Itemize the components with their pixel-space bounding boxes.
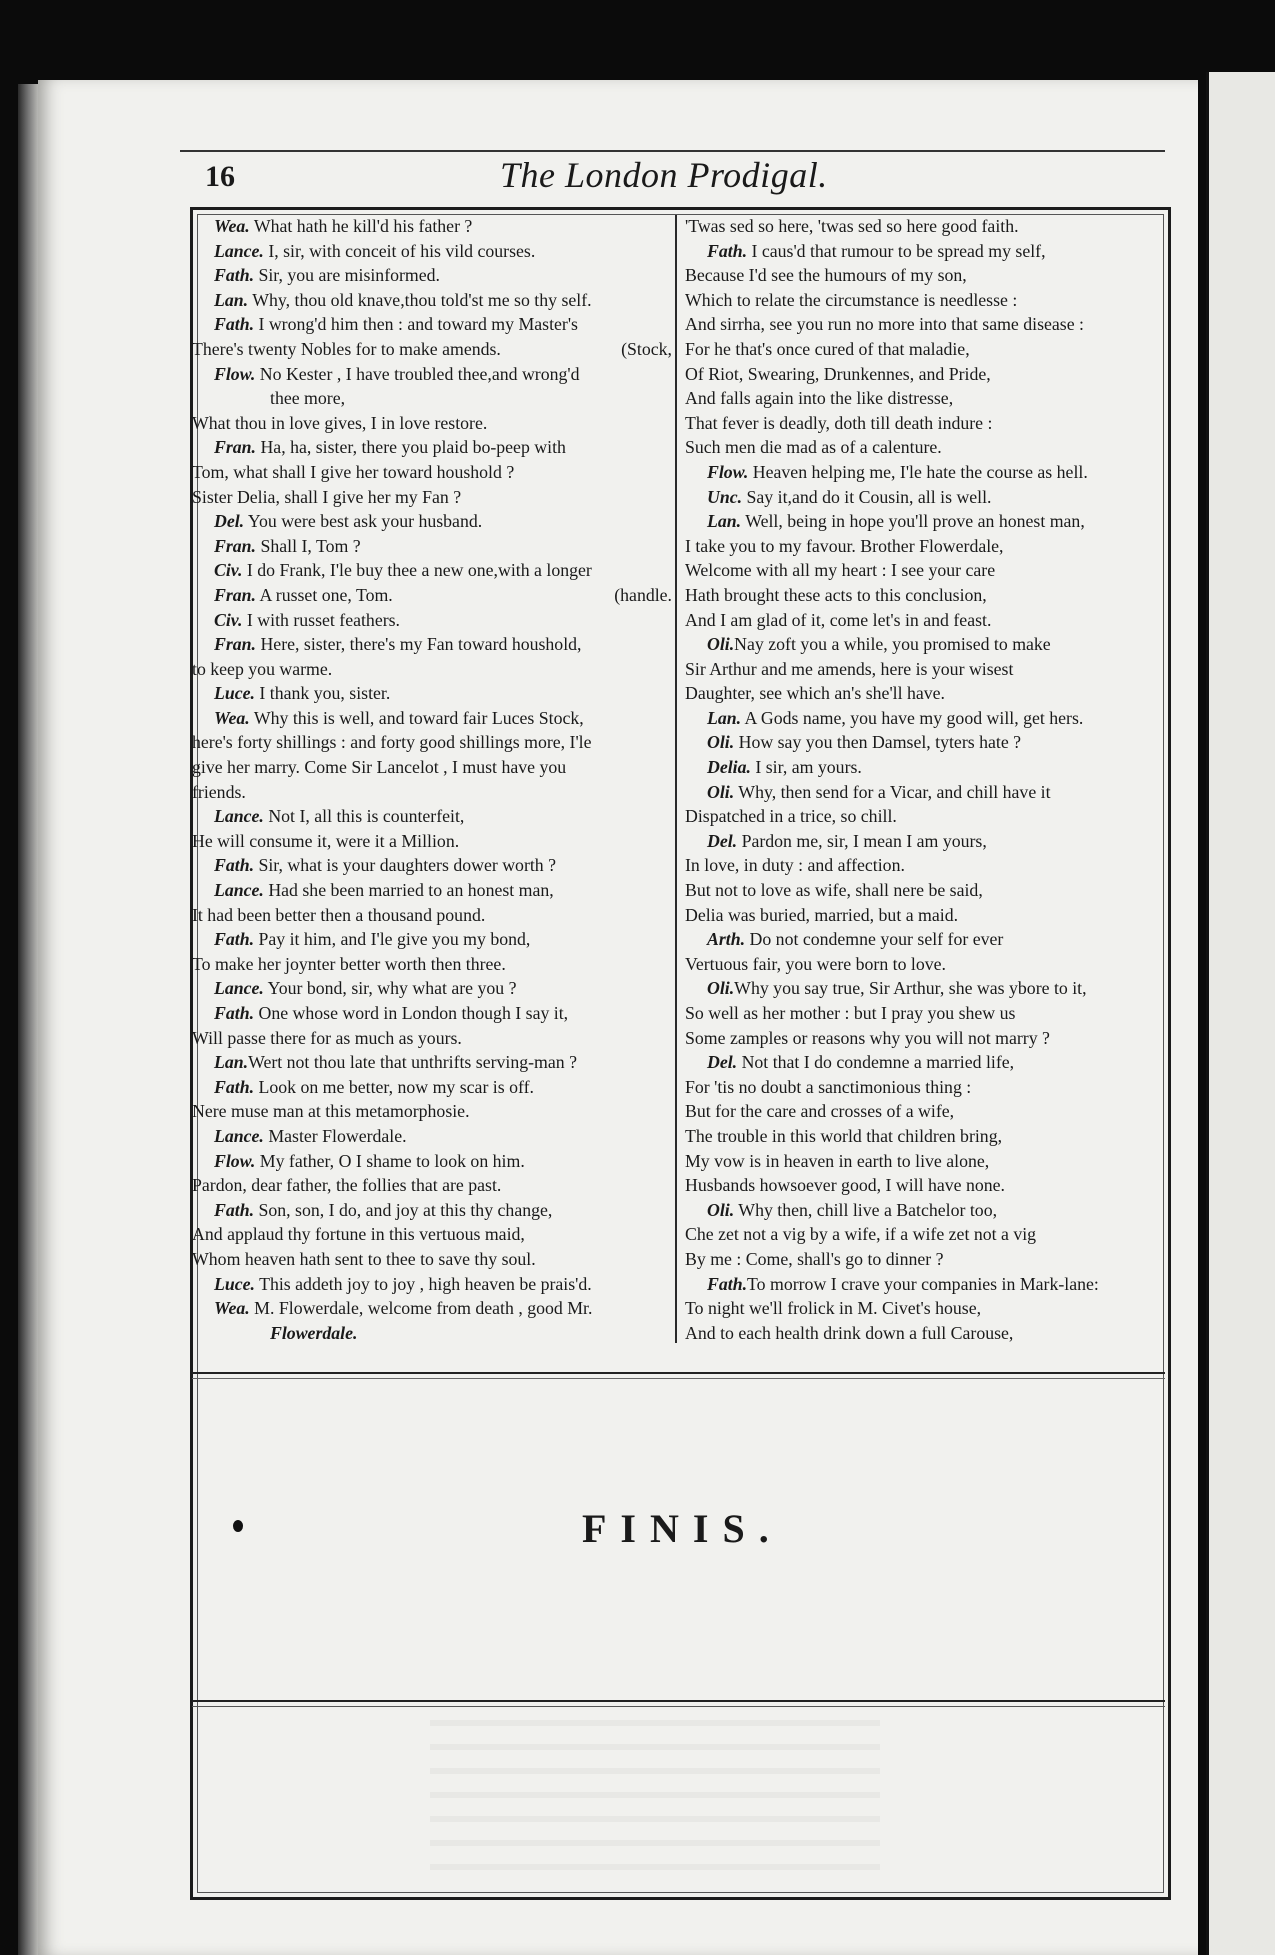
text-line bbox=[685, 730, 1167, 755]
text-line bbox=[685, 1173, 1167, 1198]
text-line bbox=[685, 780, 1167, 805]
text-line bbox=[192, 1321, 672, 1346]
line-text: A russet one, Tom. bbox=[256, 584, 393, 605]
line-text: I sir, am yours. bbox=[750, 757, 862, 778]
text-line bbox=[192, 1026, 672, 1051]
text-line bbox=[685, 927, 1167, 952]
line-text: Here, sister, there's my Fan toward houshold, bbox=[256, 634, 582, 655]
speaker-name: Flow. bbox=[214, 363, 256, 384]
text-line bbox=[685, 558, 1167, 583]
text-line bbox=[685, 1124, 1167, 1149]
speaker-name: Lance. bbox=[214, 1125, 264, 1146]
line-text: Welcome with all my heart : I see your care bbox=[685, 560, 996, 581]
text-line bbox=[685, 1222, 1167, 1247]
text-line bbox=[685, 829, 1167, 854]
text-line bbox=[192, 608, 672, 633]
text-line bbox=[192, 657, 672, 682]
line-text: It had been better then a thousand pound. bbox=[192, 904, 486, 925]
speaker-name: Arth. bbox=[707, 929, 746, 950]
speaker-name: Del. bbox=[707, 830, 738, 851]
line-text: A Gods name, you have my good will, get hers. bbox=[741, 707, 1084, 728]
text-bottom-rule-thin bbox=[192, 1378, 1165, 1379]
text-line bbox=[685, 952, 1167, 977]
text-line bbox=[192, 755, 672, 780]
text-line bbox=[192, 853, 672, 878]
speaker-name: Oli. bbox=[707, 1199, 735, 1220]
line-text: Look on me better, now my scar is off. bbox=[254, 1076, 534, 1097]
line-text: Well, being in hope you'll prove an honest man, bbox=[741, 511, 1085, 532]
line-text: Dispatched in a trice, so chill. bbox=[685, 806, 897, 827]
text-line bbox=[192, 829, 672, 854]
text-line bbox=[192, 632, 672, 657]
speaker-name: Oli. bbox=[707, 634, 735, 655]
text-line bbox=[685, 1247, 1167, 1272]
text-line bbox=[192, 1050, 672, 1075]
speaker-name: Oli. bbox=[707, 781, 735, 802]
speaker-name: Lan. bbox=[214, 289, 249, 310]
line-text: Not that I do condemne a married life, bbox=[737, 1052, 1015, 1073]
line-text: To morrow I crave your companies in Mark-lane: bbox=[747, 1273, 1099, 1294]
text-line bbox=[192, 362, 672, 387]
speaker-name: Del. bbox=[214, 511, 245, 532]
text-line bbox=[192, 1173, 672, 1198]
speaker-name: Fran. bbox=[214, 584, 257, 605]
line-text: Pardon, dear father, the follies that are past. bbox=[192, 1175, 502, 1196]
text-line bbox=[192, 558, 672, 583]
text-line bbox=[685, 1050, 1167, 1075]
line-text: That fever is deadly, doth till death indure : bbox=[685, 412, 993, 433]
line-text: 'Twas sed so here, 'twas sed so here good faith. bbox=[685, 216, 1019, 236]
text-line bbox=[192, 927, 672, 952]
speaker-name: Lance. bbox=[214, 880, 264, 901]
line-text: Nere muse man at this metamorphosie. bbox=[192, 1101, 470, 1122]
line-text: friends. bbox=[192, 781, 246, 802]
text-line bbox=[192, 1222, 672, 1247]
text-line bbox=[192, 583, 672, 608]
line-text: One whose word in London though I say it, bbox=[254, 1003, 569, 1023]
text-line bbox=[685, 312, 1167, 337]
line-text: But for the care and crosses of a wife, bbox=[685, 1101, 955, 1122]
line-text: Che zet not a vig by a wife, if a wife zet not a vig bbox=[685, 1224, 1037, 1245]
line-text: Why you say true, Sir Arthur, she was ybore to it, bbox=[734, 978, 1087, 999]
speaker-name: Lance. bbox=[214, 240, 264, 261]
speaker-name: Fath. bbox=[707, 1273, 748, 1294]
text-line bbox=[192, 1001, 672, 1026]
text-line bbox=[685, 534, 1167, 559]
line-text: give her marry. Come Sir Lancelot , I must have you bbox=[192, 757, 567, 778]
text-line bbox=[685, 657, 1167, 682]
line-text: Such men die mad as of a calenture. bbox=[685, 437, 942, 458]
text-line bbox=[192, 214, 672, 239]
line-text: But not to love as wife, shall nere be said, bbox=[685, 880, 983, 901]
line-text: In love, in duty : and affection. bbox=[685, 855, 905, 876]
text-line bbox=[685, 755, 1167, 780]
speaker-name: Lance. bbox=[214, 978, 264, 999]
line-text: By me : Come, shall's go to dinner ? bbox=[685, 1248, 944, 1269]
line-text: Do not condemne your self for ever bbox=[745, 929, 1004, 950]
line-text: Say it,and do it Cousin, all is well. bbox=[742, 486, 992, 507]
speaker-name: Civ. bbox=[214, 609, 243, 630]
line-text: Son, son, I do, and joy at this thy change, bbox=[254, 1199, 553, 1220]
line-text: Not I, all this is counterfeit, bbox=[263, 806, 465, 827]
line-text: Some zamples or reasons why you will not marry ? bbox=[685, 1027, 1050, 1048]
speaker-name: Lan. bbox=[214, 1052, 249, 1073]
speaker-name: Wea. bbox=[214, 707, 250, 728]
line-text: No Kester , I have troubled thee,and wrong'd bbox=[255, 363, 580, 384]
line-text: Hath brought these acts to this conclusion, bbox=[685, 584, 987, 605]
text-line bbox=[685, 509, 1167, 534]
text-line bbox=[192, 706, 672, 731]
line-text: Tom, what shall I give her toward houshold ? bbox=[192, 461, 515, 482]
text-line bbox=[192, 804, 672, 829]
speaker-name: Lan. bbox=[707, 511, 742, 532]
line-text: Pardon me, sir, I mean I am yours, bbox=[737, 830, 987, 851]
text-line bbox=[685, 608, 1167, 633]
line-text: Wert not thou late that unthrifts serving-man ? bbox=[248, 1052, 578, 1073]
line-text: Nay zoft you a while, you promised to make bbox=[734, 634, 1051, 655]
line-text: Why, then send for a Vicar, and chill have it bbox=[734, 781, 1051, 802]
line-text: Master Flowerdale. bbox=[263, 1125, 407, 1146]
line-text: And sirrha, see you run no more into that same disease : bbox=[685, 314, 1084, 335]
speaker-name: Oli. bbox=[707, 978, 735, 999]
text-line bbox=[685, 288, 1167, 313]
text-line bbox=[685, 1026, 1167, 1051]
speaker-name: Fath. bbox=[214, 1076, 255, 1097]
speaker-name: Delia. bbox=[707, 757, 751, 778]
text-line bbox=[685, 853, 1167, 878]
left-column bbox=[192, 214, 672, 1345]
line-text: here's forty shillings : and forty good shillings more, I'le bbox=[192, 732, 592, 753]
text-line bbox=[192, 386, 672, 411]
speaker-name: Civ. bbox=[214, 560, 243, 581]
line-text: Ha, ha, sister, there you plaid bo-peep with bbox=[256, 437, 566, 458]
speaker-name: Del. bbox=[707, 1052, 738, 1073]
line-text: I take you to my favour. Brother Flowerdale, bbox=[685, 535, 1004, 556]
speaker-name: Oli. bbox=[707, 732, 735, 753]
line-text: For 'tis no doubt a sanctimonious thing : bbox=[685, 1076, 972, 1097]
text-line bbox=[685, 460, 1167, 485]
text-line bbox=[192, 903, 672, 928]
speaker-name: Wea. bbox=[214, 1298, 250, 1319]
line-text: I thank you, sister. bbox=[254, 683, 391, 704]
speaker-name: Fran. bbox=[214, 634, 257, 655]
text-line bbox=[192, 312, 672, 337]
line-text: I with russet feathers. bbox=[242, 609, 400, 630]
line-text: What hath he kill'd his father ? bbox=[249, 216, 473, 236]
speaker-name: Lan. bbox=[707, 707, 742, 728]
text-line bbox=[192, 878, 672, 903]
line-text: To make her joynter better worth then three. bbox=[192, 953, 506, 974]
line-text: Sister Delia, shall I give her my Fan ? bbox=[192, 486, 462, 507]
speaker-name: Fran. bbox=[214, 535, 257, 556]
line-text: I do Frank, I'le buy thee a new one,with a longer bbox=[242, 560, 592, 581]
text-line bbox=[685, 1149, 1167, 1174]
line-text: Heaven helping me, I'le hate the course as hell. bbox=[748, 461, 1088, 482]
bleed-through-text bbox=[430, 1720, 880, 1870]
text-line bbox=[685, 1198, 1167, 1223]
line-text: And falls again into the like distresse, bbox=[685, 388, 954, 409]
speaker-name: Flow. bbox=[214, 1150, 256, 1171]
text-line bbox=[685, 1321, 1167, 1346]
line-text: How say you then Damsel, tyters hate ? bbox=[734, 732, 1022, 753]
text-line bbox=[685, 239, 1167, 264]
line-text: Husbands howsoever good, I will have none. bbox=[685, 1175, 1006, 1196]
speaker-name: Fath. bbox=[214, 855, 255, 876]
text-line bbox=[685, 485, 1167, 510]
line-text: You were best ask your husband. bbox=[244, 511, 483, 532]
text-line bbox=[192, 976, 672, 1001]
text-line bbox=[192, 730, 672, 755]
line-text: Why then, chill live a Batchelor too, bbox=[734, 1199, 998, 1220]
line-text: Because I'd see the humours of my son, bbox=[685, 265, 967, 286]
line-text: Why this is well, and toward fair Luces Stock, bbox=[249, 707, 584, 728]
line-text: I caus'd that rumour to be spread my self, bbox=[747, 240, 1046, 261]
line-text: M. Flowerdale, welcome from death , good Mr. bbox=[249, 1298, 593, 1319]
text-line bbox=[685, 214, 1167, 239]
line-text: Will passe there for as much as yours. bbox=[192, 1027, 462, 1048]
lower-rule-thin bbox=[192, 1706, 1165, 1707]
speaker-name: Fath. bbox=[214, 1199, 255, 1220]
text-bottom-rule bbox=[192, 1372, 1165, 1374]
line-text: Had she been married to an honest man, bbox=[263, 880, 554, 901]
line-text: Vertuous fair, you were born to love. bbox=[685, 953, 946, 974]
text-line bbox=[685, 411, 1167, 436]
text-line bbox=[192, 681, 672, 706]
speaker-name: Flow. bbox=[707, 461, 749, 482]
text-line bbox=[685, 1296, 1167, 1321]
speaker-name: Fath. bbox=[214, 1003, 255, 1023]
ornament-bullet bbox=[233, 1520, 243, 1532]
line-text: Delia was buried, married, but a maid. bbox=[685, 904, 959, 925]
speaker-name: Luce. bbox=[214, 683, 255, 704]
line-text: Pay it him, and I'le give you my bond, bbox=[254, 929, 531, 950]
text-line bbox=[192, 263, 672, 288]
text-line bbox=[685, 706, 1167, 731]
text-line bbox=[685, 1001, 1167, 1026]
turnover-text: (Stock, bbox=[621, 338, 672, 359]
finis-text: FINIS. bbox=[582, 1506, 783, 1551]
text-line bbox=[685, 681, 1167, 706]
line-text: To night we'll frolick in M. Civet's house, bbox=[685, 1298, 982, 1319]
line-text: And I am glad of it, come let's in and feast. bbox=[685, 609, 992, 630]
text-line bbox=[192, 239, 672, 264]
line-text: There's twenty Nobles for to make amends. bbox=[192, 338, 501, 359]
text-line bbox=[192, 1198, 672, 1223]
line-text: Shall I, Tom ? bbox=[256, 535, 361, 556]
speaker-name: Unc. bbox=[707, 486, 743, 507]
text-line bbox=[192, 780, 672, 805]
text-line bbox=[192, 1296, 672, 1321]
line-text: I wrong'd him then : and toward my Master's bbox=[254, 314, 578, 335]
text-line bbox=[685, 976, 1167, 1001]
text-line bbox=[192, 288, 672, 313]
line-text: My father, O I shame to look on him. bbox=[255, 1150, 525, 1171]
adjacent-page-edge bbox=[1206, 72, 1275, 1955]
line-text: Why, thou old knave,thou told'st me so thy self. bbox=[248, 289, 592, 310]
line-text: And to each health drink down a full Carouse, bbox=[685, 1322, 1014, 1343]
speaker-name: Fath. bbox=[707, 240, 748, 261]
text-line bbox=[685, 1075, 1167, 1100]
speaker-name: Lance. bbox=[214, 806, 264, 827]
line-text: For he that's once cured of that maladie, bbox=[685, 338, 970, 359]
line-text: Sir Arthur and me amends, here is your wisest bbox=[685, 658, 1014, 679]
text-line bbox=[685, 632, 1167, 657]
line-text: What thou in love gives, I in love restore. bbox=[192, 412, 488, 433]
text-line bbox=[685, 1272, 1167, 1297]
text-line bbox=[685, 435, 1167, 460]
text-line bbox=[685, 263, 1167, 288]
column-divider bbox=[675, 215, 677, 1343]
text-line bbox=[192, 1124, 672, 1149]
line-text: Sir, you are misinformed. bbox=[254, 265, 440, 286]
line-text: And applaud thy fortune in this vertuous maid, bbox=[192, 1224, 525, 1245]
text-line bbox=[192, 1149, 672, 1174]
text-line bbox=[192, 509, 672, 534]
line-text: to keep you warme. bbox=[192, 658, 333, 679]
line-text: Daughter, see which an's she'll have. bbox=[685, 683, 945, 704]
text-line bbox=[192, 411, 672, 436]
speaker-name: Fath. bbox=[214, 265, 255, 286]
lower-rule bbox=[192, 1700, 1165, 1702]
line-text: He will consume it, were it a Million. bbox=[192, 830, 460, 851]
line-text: thee more, bbox=[270, 388, 346, 409]
line-text: So well as her mother : but I pray you shew us bbox=[685, 1003, 1016, 1023]
text-line bbox=[192, 1247, 672, 1272]
text-line bbox=[685, 386, 1167, 411]
line-text: I, sir, with conceit of his vild courses. bbox=[263, 240, 536, 261]
text-line bbox=[192, 1272, 672, 1297]
header-rule bbox=[180, 150, 1165, 152]
line-text: Which to relate the circumstance is needlesse : bbox=[685, 289, 1018, 310]
text-line bbox=[685, 337, 1167, 362]
page-number: 16 bbox=[205, 160, 235, 193]
running-title: The London Prodigal. bbox=[500, 155, 828, 195]
text-line bbox=[192, 534, 672, 559]
text-line bbox=[192, 337, 672, 362]
text-line bbox=[192, 460, 672, 485]
text-line bbox=[685, 903, 1167, 928]
text-line bbox=[192, 952, 672, 977]
text-line bbox=[685, 583, 1167, 608]
text-line bbox=[192, 485, 672, 510]
line-text: The trouble in this world that children bring, bbox=[685, 1125, 1003, 1146]
speaker-name: Luce. bbox=[214, 1273, 255, 1294]
line-text: Flowerdale. bbox=[270, 1322, 358, 1343]
text-line bbox=[685, 362, 1167, 387]
line-text: My vow is in heaven in earth to live alone, bbox=[685, 1150, 990, 1171]
speaker-name: Fath. bbox=[214, 929, 255, 950]
text-line bbox=[192, 1099, 672, 1124]
text-line bbox=[685, 804, 1167, 829]
line-text: Of Riot, Swearing, Drunkennes, and Pride, bbox=[685, 363, 991, 384]
speaker-name: Wea. bbox=[214, 216, 250, 236]
text-line bbox=[192, 435, 672, 460]
line-text: Sir, what is your daughters dower worth ? bbox=[254, 855, 557, 876]
line-text: This addeth joy to joy , high heaven be prais'd. bbox=[254, 1273, 592, 1294]
right-column bbox=[685, 214, 1167, 1345]
line-text: Your bond, sir, why what are you ? bbox=[263, 978, 517, 999]
text-line bbox=[192, 1075, 672, 1100]
turnover-text: (handle. bbox=[614, 584, 672, 605]
text-line bbox=[685, 878, 1167, 903]
speaker-name: Fath. bbox=[214, 314, 255, 335]
text-line bbox=[685, 1099, 1167, 1124]
speaker-name: Fran. bbox=[214, 437, 257, 458]
line-text: Whom heaven hath sent to thee to save thy soul. bbox=[192, 1248, 536, 1269]
